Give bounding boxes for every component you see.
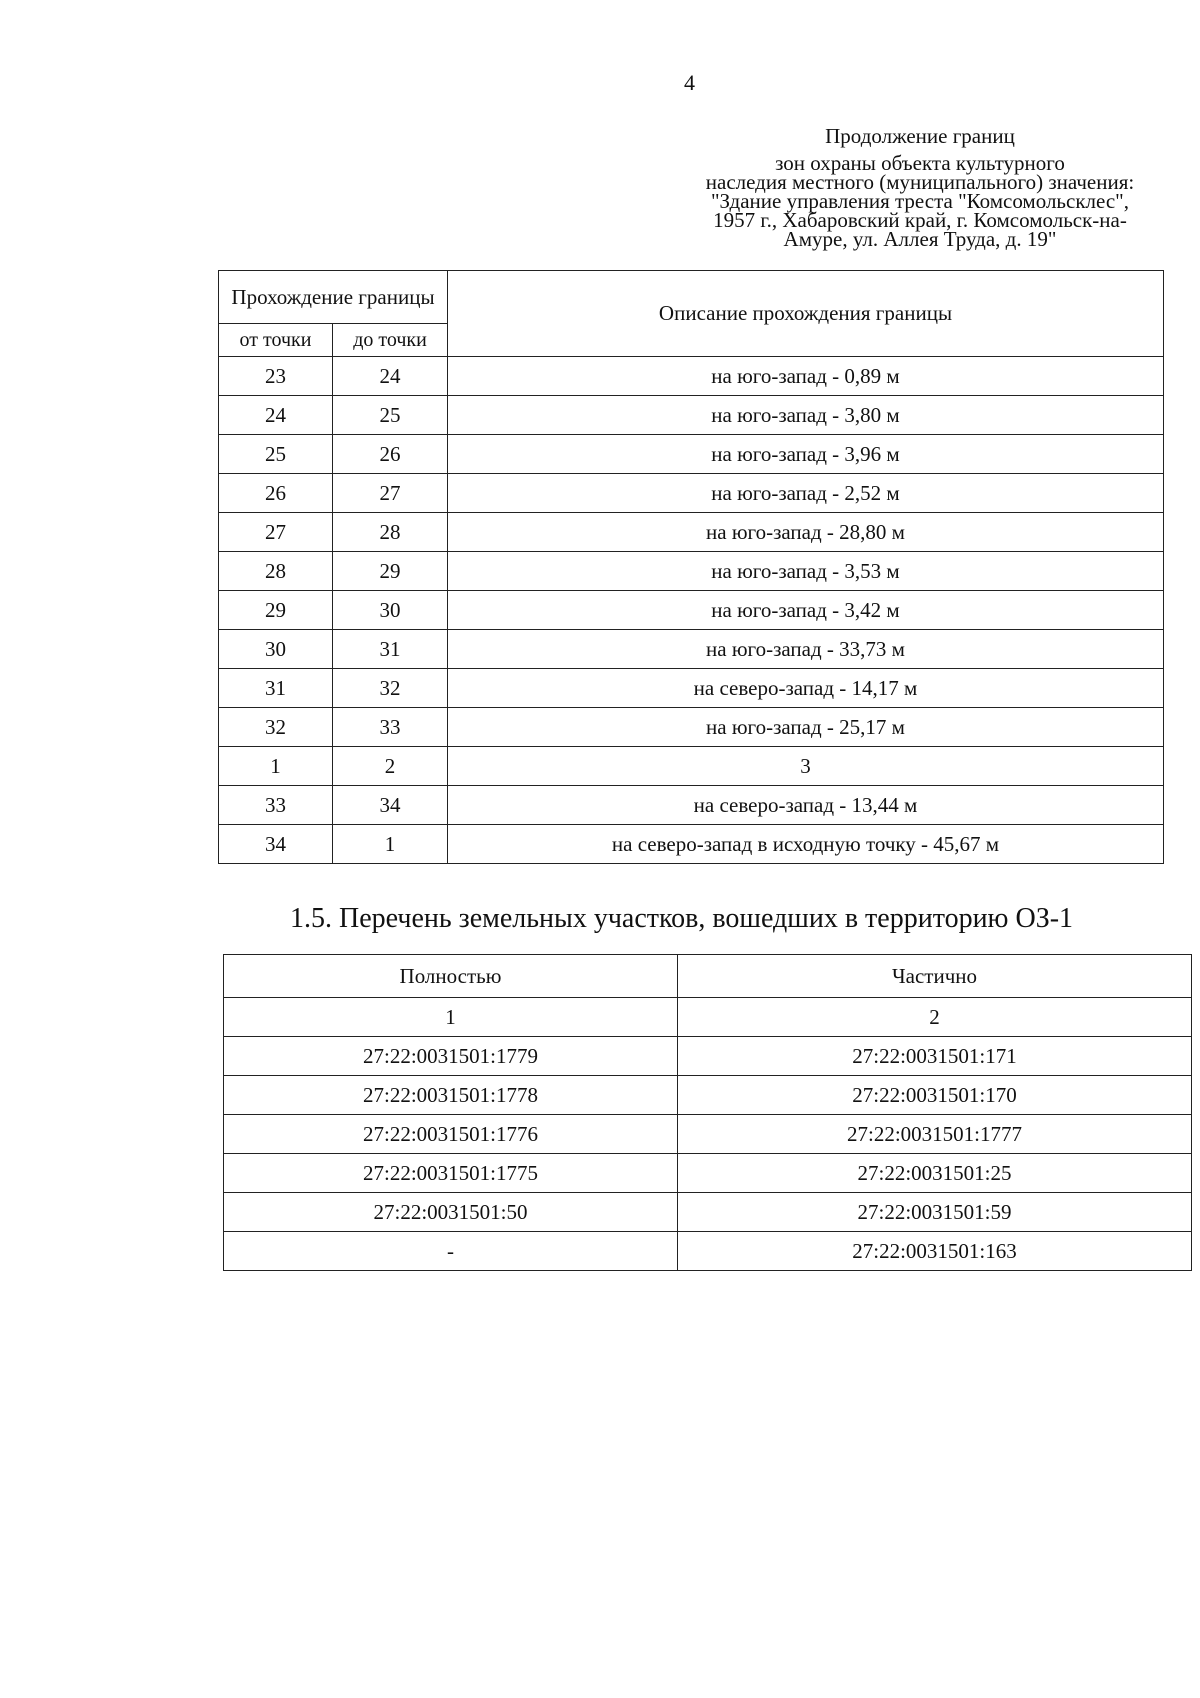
from-point-cell: 31 [219,669,333,708]
from-point-cell: 27 [219,513,333,552]
to-point-cell: 25 [333,396,448,435]
parcel-full-cell: 1 [224,998,678,1037]
heading-line: зон охраны объекта культурного [775,151,1065,175]
parcel-partial-cell: 27:22:0031501:170 [678,1076,1192,1115]
parcel-full-cell: 27:22:0031501:1779 [224,1037,678,1076]
table-row [219,630,1164,669]
table-row [219,513,1164,552]
table-row [219,708,1164,747]
from-point-cell: 34 [219,825,333,864]
to-point-cell: 26 [333,435,448,474]
table-row [224,1076,1192,1115]
boundary-description-cell: на северо-запад - 13,44 м [448,786,1164,825]
parcel-partial-cell: 27:22:0031501:171 [678,1037,1192,1076]
boundary-description-cell: на юго-запад - 3,96 м [448,435,1164,474]
to-point-cell: 33 [333,708,448,747]
table-row [224,1115,1192,1154]
to-point-cell: 2 [333,747,448,786]
from-point-cell: 26 [219,474,333,513]
heading-line: наследия местного (муниципального) значения: [705,170,1135,194]
from-point-cell: 28 [219,552,333,591]
boundary-description-cell: на юго-запад - 3,80 м [448,396,1164,435]
table-row [219,591,1164,630]
from-point-cell: 1 [219,747,333,786]
parcel-partial-cell: 27:22:0031501:163 [678,1232,1192,1271]
table-row [224,1154,1192,1193]
from-point-cell: 23 [219,357,333,396]
boundary-description-cell: на юго-запад - 3,42 м [448,591,1164,630]
table-row [224,1232,1192,1271]
parcel-partial-cell: 27:22:0031501:25 [678,1154,1192,1193]
to-point-cell: 34 [333,786,448,825]
boundary-table [218,270,1164,864]
parcel-full-cell: 27:22:0031501:1775 [224,1154,678,1193]
header-boundary-passage: Прохождение границы [219,271,448,324]
parcel-full-cell: 27:22:0031501:50 [224,1193,678,1232]
boundary-description-cell: на северо-запад - 14,17 м [448,669,1164,708]
heading-line: "Здание управления треста "Комсомольсклес", [710,189,1129,213]
boundary-description-cell: на юго-запад - 0,89 м [448,357,1164,396]
table-row [219,357,1164,396]
parcel-partial-cell: 2 [678,998,1192,1037]
table-row [219,747,1164,786]
to-point-cell: 24 [333,357,448,396]
header-from-point: от точки [219,324,333,357]
boundary-description-cell: на юго-запад - 3,53 м [448,552,1164,591]
from-point-cell: 30 [219,630,333,669]
boundary-description-cell: на юго-запад - 25,17 м [448,708,1164,747]
to-point-cell: 32 [333,669,448,708]
table-row [224,1037,1192,1076]
to-point-cell: 31 [333,630,448,669]
to-point-cell: 27 [333,474,448,513]
heading-line: Амуре, ул. Аллея Труда, д. 19" [783,227,1057,251]
parcel-partial-cell: 27:22:0031501:1777 [678,1115,1192,1154]
boundary-description-cell: на северо-запад в исходную точку - 45,67 м [448,825,1164,864]
table-row [224,1193,1192,1232]
boundary-description-cell: 3 [448,747,1164,786]
table-row [219,669,1164,708]
table-row [219,474,1164,513]
boundary-description-cell: на юго-запад - 28,80 м [448,513,1164,552]
boundary-description-cell: на юго-запад - 33,73 м [448,630,1164,669]
page-number: 4 [684,70,695,95]
header-boundary-description: Описание прохождения границы [448,271,1164,357]
parcel-full-cell: 27:22:0031501:1776 [224,1115,678,1154]
heading-line: 1957 г., Хабаровский край, г. Комсомольск-на- [713,208,1127,232]
table-row [219,396,1164,435]
heading-line: Продолжение границ [825,124,1015,148]
from-point-cell: 32 [219,708,333,747]
from-point-cell: 29 [219,591,333,630]
header-partially: Частично [678,955,1192,998]
document-heading [655,124,1185,251]
boundary-description-cell: на юго-запад - 2,52 м [448,474,1164,513]
from-point-cell: 24 [219,396,333,435]
section-title: 1.5. Перечень земельных участков, вошедших в территорию ОЗ-1 [290,903,1074,934]
from-point-cell: 25 [219,435,333,474]
to-point-cell: 1 [333,825,448,864]
parcels-table [223,954,1192,1271]
to-point-cell: 28 [333,513,448,552]
parcel-full-cell: - [224,1232,678,1271]
table-row [219,435,1164,474]
to-point-cell: 30 [333,591,448,630]
from-point-cell: 33 [219,786,333,825]
header-to-point: до точки [333,324,448,357]
header-fully: Полностью [224,955,678,998]
table-row [224,998,1192,1037]
table-row [219,552,1164,591]
parcel-partial-cell: 27:22:0031501:59 [678,1193,1192,1232]
parcel-full-cell: 27:22:0031501:1778 [224,1076,678,1115]
table-row [219,825,1164,864]
to-point-cell: 29 [333,552,448,591]
table-row [219,786,1164,825]
